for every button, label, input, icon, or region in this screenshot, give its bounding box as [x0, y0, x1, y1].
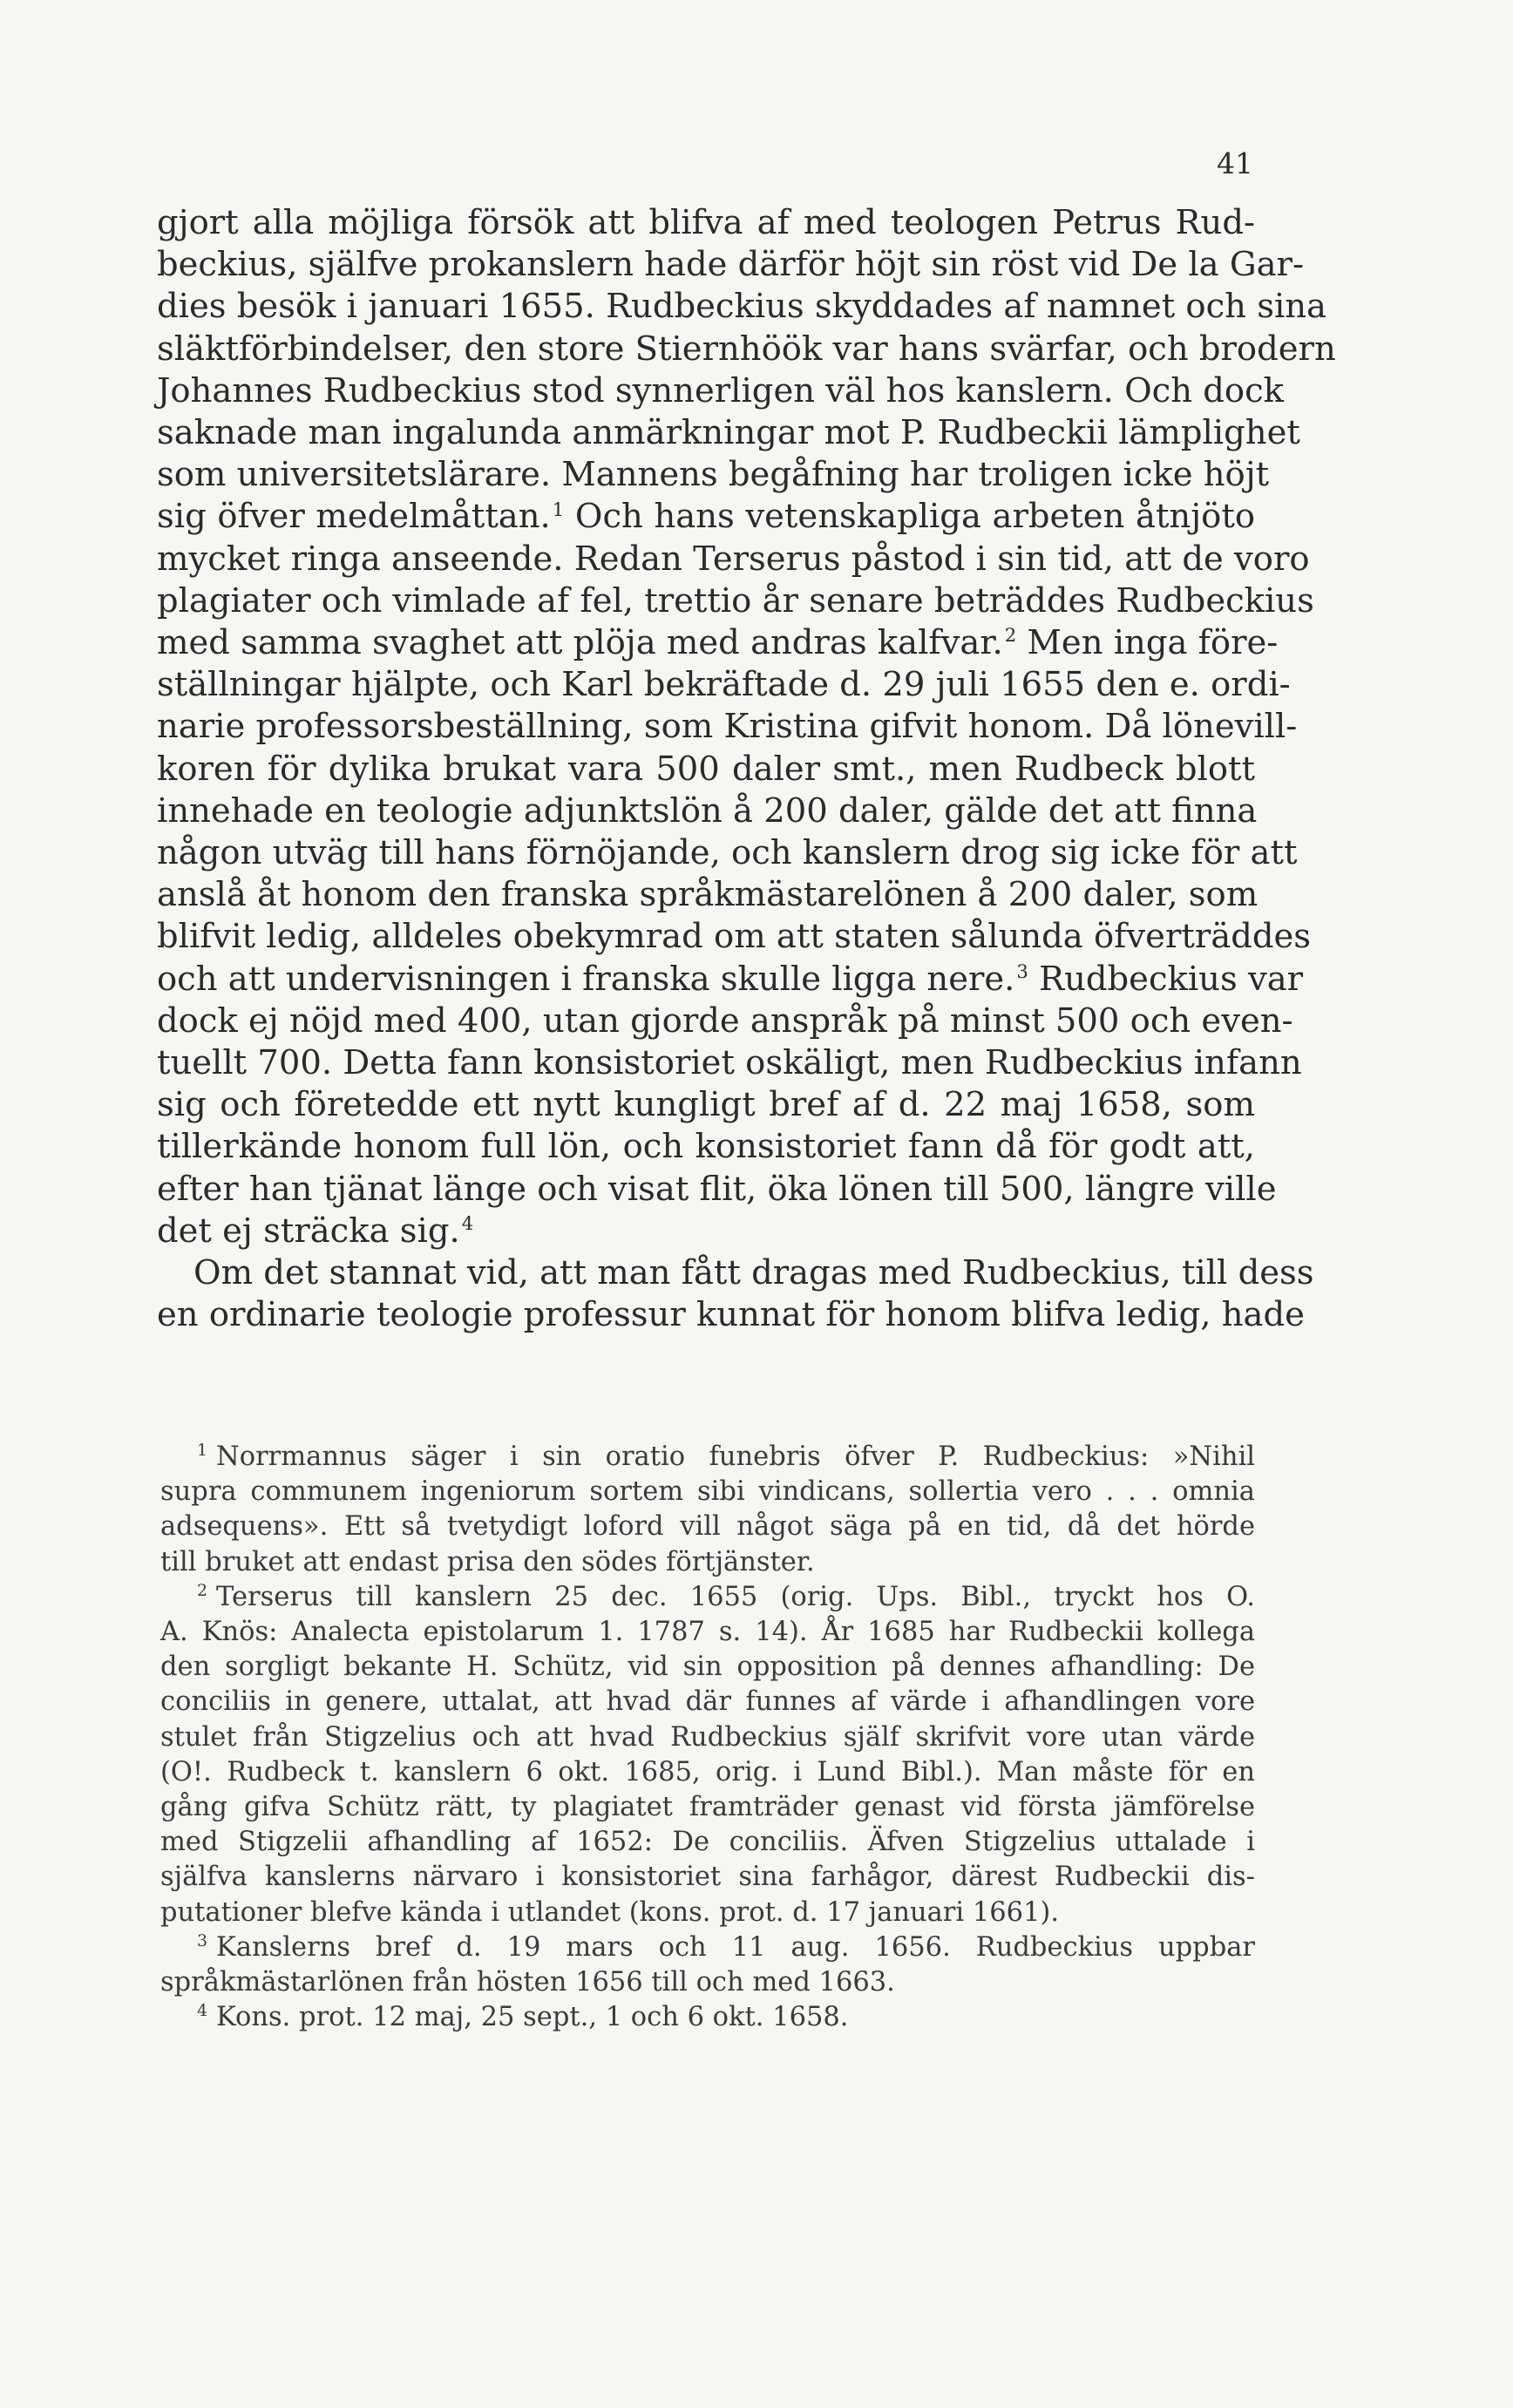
body-text-segment: mycket ringa anseende. Redan Terserus påstod i sin tid, att de voro	[157, 539, 1310, 579]
footnote-reference: 4	[461, 1212, 474, 1235]
body-line	[157, 370, 1284, 412]
footnote-line	[160, 1685, 1255, 1720]
footnote-text: (O!. Rudbeck t. kanslern 6 okt. 1685, orig. i Lund Bibl.). Man måste för en	[160, 1756, 1255, 1787]
body-text-segment: koren för dylika brukat vara 500 daler smt., men Rudbeck blott	[157, 749, 1255, 789]
footnote-text: putationer blefve kända i utlandet (kons. prot. d. 17 januari 1661).	[160, 1896, 1060, 1928]
body-line	[157, 244, 1304, 286]
footnote-text: den sorgligt bekante H. Schütz, vid sin opposition på dennes afhandling: De	[160, 1652, 1255, 1683]
body-text-segment: anslå åt honom den franska språkmästarelönen å 200 daler, som	[157, 875, 1259, 915]
body-line	[157, 790, 1258, 832]
footnote-line	[160, 1545, 1255, 1580]
body-line	[157, 1294, 1305, 1336]
footnote-line	[160, 2000, 1255, 2035]
footnote-line	[160, 1615, 1255, 1650]
body-text-segment: tuellt 700. Detta fann konsistoriet oskäligt, men Rudbeckius infann	[157, 1043, 1302, 1083]
footnote-reference: 1	[552, 498, 565, 520]
body-text-segment: en ordinarie teologie professur kunnat för honom blifva ledig, hade	[157, 1295, 1305, 1335]
body-text-segment: blifvit ledig, alldeles obekymrad om att staten sålunda öfverträddes	[157, 917, 1312, 957]
body-text	[157, 202, 1336, 1336]
footnote-line	[160, 1825, 1255, 1860]
body-line	[157, 832, 1298, 874]
body-text-segment: dock ej nöjd med 400, utan gjorde anspråk på minst 500 och even-	[157, 1001, 1293, 1041]
body-line	[157, 286, 1327, 328]
footnote-text: Terserus till kanslern 25 dec. 1655 (orig. Ups. Bibl., tryckt hos O.	[216, 1581, 1255, 1612]
body-text-segment: det ej sträcka sig.	[157, 1211, 460, 1251]
body-line	[157, 454, 1270, 496]
body-text-segment: Johannes Rudbeckius stod synnerligen väl hos kanslern. Och dock	[157, 370, 1284, 410]
body-line	[157, 1001, 1293, 1042]
footnote-text: adsequens». Ett så tvetydigt loford vill något säga på en tid, då det hörde	[160, 1511, 1255, 1543]
body-line	[157, 1042, 1302, 1084]
footnote-line	[160, 1580, 1255, 1615]
body-line	[157, 202, 1255, 244]
body-text-segment: plagiater och vimlade af fel, trettio år senare beträddes Rudbeckius	[157, 580, 1314, 621]
footnote-reference: 3	[1016, 960, 1028, 982]
body-line	[157, 1169, 1277, 1211]
footnote-line	[160, 1965, 1255, 2000]
body-line	[157, 412, 1300, 454]
footnote-text: Kanslerns bref d. 19 mars och 11 aug. 1656. Rudbeckius uppbar	[216, 1931, 1255, 1963]
body-text-segment: narie professorsbeställning, som Kristina gifvit honom. Då lönevill-	[157, 707, 1298, 747]
footnote-text: gång gifva Schütz rätt, ty plagiatet framträder genast vid första jämförelse	[160, 1792, 1255, 1823]
footnote-line	[160, 1790, 1255, 1825]
footnote-text: Norrmannus säger i sin oratio funebris öfver P. Rudbeckius: »Nihil	[216, 1441, 1255, 1472]
body-text-segment: Om det stannat vid, att man fått dragas med Rudbeckius, till dess	[193, 1253, 1314, 1293]
body-text-segment: sig öfver medelmåttan.	[157, 497, 551, 537]
body-text-segment: med samma svaghet att plöja med andras kalfvar.	[157, 623, 1003, 663]
body-line	[157, 706, 1298, 748]
footnote-text: till bruket att endast prisa den södes förtjänster.	[160, 1546, 815, 1577]
footnote-line	[160, 1509, 1255, 1544]
body-line	[157, 496, 1255, 538]
body-text-segment: någon utväg till hans förnöjande, och kanslern drog sig icke för att	[157, 833, 1298, 873]
footnote-number: 1	[197, 1440, 208, 1460]
footnote-text: supra communem ingeniorum sortem sibi vindicans, sollertia vero . . . omnia	[160, 1476, 1255, 1508]
body-text-segment: gjort alla möjliga försök att blifva af med teologen Petrus Rud-	[157, 203, 1255, 242]
body-line	[157, 1126, 1255, 1168]
footnote-text: stulet från Stigzelius och att hvad Rudbeckius själf skrifvit vore utan värde	[160, 1721, 1255, 1753]
footnote-text: med Stigzelii afhandling af 1652: De conciliis. Äfven Stigzelius uttalade i	[160, 1827, 1255, 1858]
body-text-segment: beckius, själfve prokanslern hade därför höjt sin röst vid De la Gar-	[157, 245, 1304, 285]
footnote-text: Kons. prot. 12 maj, 25 sept., 1 och 6 okt. 1658.	[216, 2002, 849, 2033]
footnote-reference: 2	[1004, 624, 1017, 647]
body-line	[157, 874, 1259, 916]
footnote-number: 2	[197, 1580, 208, 1600]
footnote-line	[160, 1440, 1255, 1475]
body-text-segment: Och hans vetenskapliga arbeten åtnjöto	[564, 497, 1255, 537]
footnote-line	[160, 1650, 1255, 1685]
body-line	[157, 749, 1255, 790]
footnote-line	[160, 1755, 1255, 1790]
body-text-segment: saknade man ingalunda anmärkningar mot P. Rudbeckii lämplighet	[157, 413, 1300, 453]
body-text-segment: efter han tjänat länge och visat flit, öka lönen till 500, längre ville	[157, 1169, 1277, 1209]
body-line	[157, 959, 1304, 1001]
footnote-line	[160, 1720, 1255, 1755]
footnotes	[160, 1440, 1255, 2035]
body-text-segment: tillerkände honom full lön, och konsistoriet fann då för godt att,	[157, 1127, 1255, 1167]
footnote-number: 4	[197, 2001, 208, 2021]
footnote-text: språkmästarlönen från hösten 1656 till och med 1663.	[160, 1967, 895, 1998]
body-line	[157, 1211, 1255, 1252]
body-line	[157, 1252, 1314, 1294]
body-line	[157, 664, 1291, 706]
body-line	[157, 329, 1336, 370]
body-text-segment: och att undervisningen i franska skulle ligga nere.	[157, 959, 1015, 999]
body-line	[157, 1084, 1255, 1126]
body-text-segment: släktförbindelser, den store Stiernhöök var hans svärfar, och brodern	[157, 329, 1336, 369]
body-line	[157, 539, 1310, 580]
footnote-number: 3	[197, 1930, 208, 1950]
page-number: 41	[1217, 146, 1253, 180]
body-text-segment: ställningar hjälpte, och Karl bekräftade d. 29 juli 1655 den e. ordi-	[157, 665, 1291, 705]
body-text-segment: sig och företedde ett nytt kungligt bref af d. 22 maj 1658, som	[157, 1085, 1255, 1125]
footnote-text: conciliis in genere, uttalat, att hvad där funnes af värde i afhandlingen vore	[160, 1686, 1255, 1718]
body-text-segment: Rudbeckius var	[1028, 959, 1304, 999]
body-text-segment: Men inga före-	[1016, 623, 1279, 663]
body-text-segment: innehade en teologie adjunktslön å 200 daler, gälde det att finna	[157, 790, 1258, 831]
body-text-segment: som universitetslärare. Mannens begåfning har troligen icke höjt	[157, 455, 1270, 495]
body-line	[157, 622, 1279, 664]
footnote-text: A. Knös: Analecta epistolarum 1. 1787 s. 14). År 1685 har Rudbeckii kollega	[160, 1617, 1255, 1648]
footnote-line	[160, 1930, 1255, 1965]
footnote-line	[160, 1860, 1255, 1895]
body-line	[157, 916, 1312, 958]
footnote-text: själfva kanslerns närvaro i konsistoriet sina farhågor, därest Rudbeckii dis-	[160, 1862, 1255, 1893]
footnote-line	[160, 1896, 1255, 1930]
footnote-line	[160, 1475, 1255, 1509]
body-line	[157, 580, 1314, 622]
body-text-segment: dies besök i januari 1655. Rudbeckius skyddades af namnet och sina	[157, 287, 1327, 327]
